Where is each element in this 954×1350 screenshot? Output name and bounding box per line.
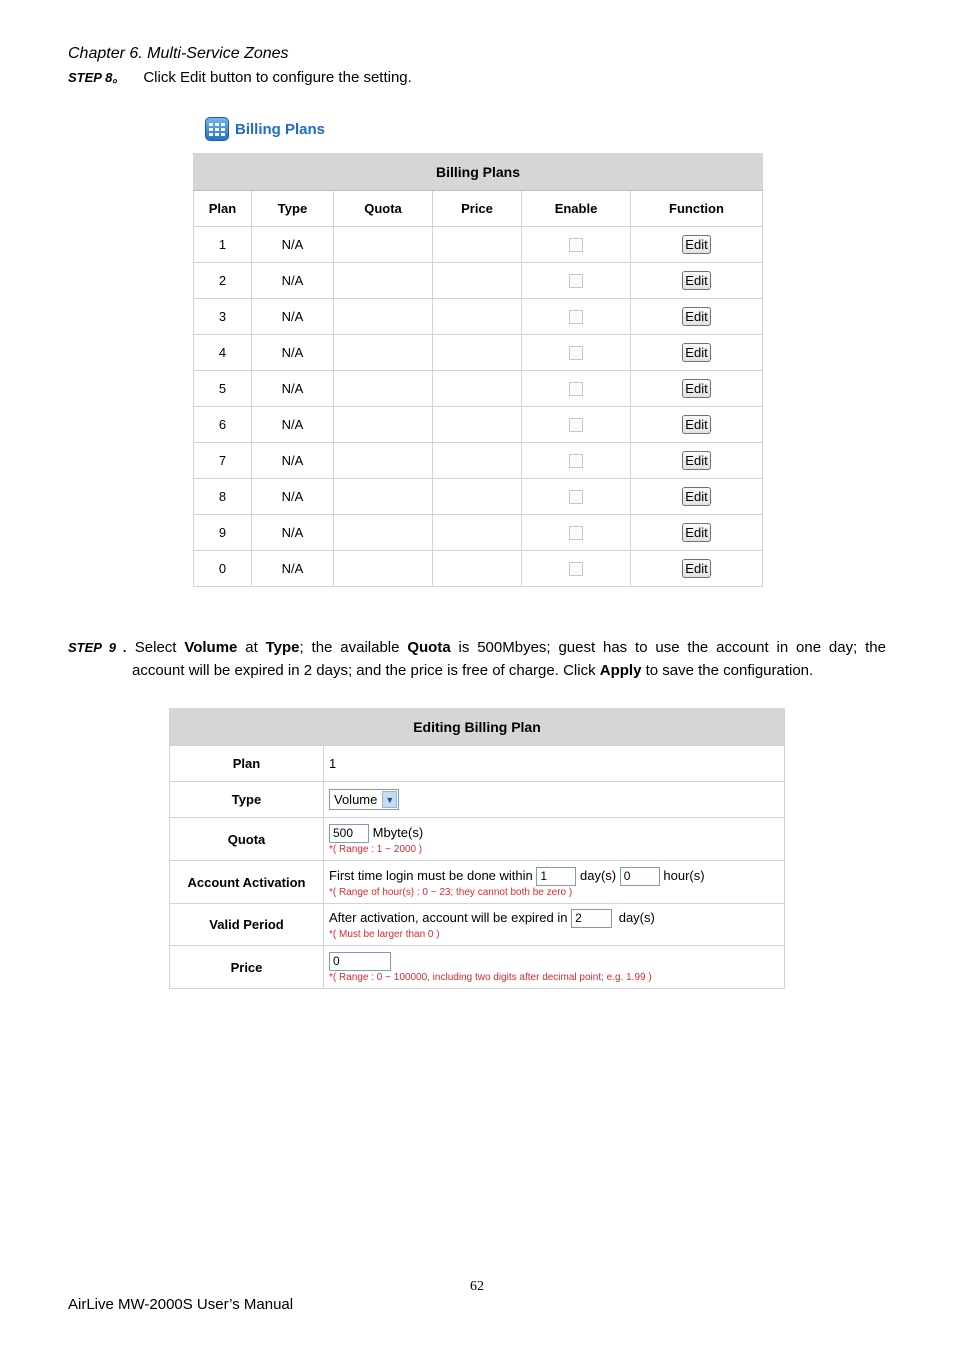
- valid-period-input[interactable]: 2: [571, 909, 612, 928]
- function-cell: [631, 551, 763, 587]
- table-row: [194, 227, 763, 263]
- grid-icon: [205, 117, 229, 141]
- quota-input[interactable]: 500: [329, 824, 369, 843]
- activation-text: First time login must be done within: [329, 867, 533, 883]
- step-9-line-2: account will be expired in 2 days; and the price is free of charge. Click Apply to save the configuration.: [132, 662, 814, 679]
- price-cell: [433, 335, 522, 371]
- step-9-label: STEP 9 .: [68, 640, 127, 655]
- type-cell: N/A: [252, 479, 334, 515]
- edit-button[interactable]: Edit: [682, 415, 710, 434]
- function-cell: [631, 335, 763, 371]
- edit-button[interactable]: Edit: [682, 379, 710, 398]
- step-9-line-1: STEP 9 . Select Volume at Type; the available Quota is 500Mbyes; guest has to use the account in one day; the: [68, 639, 886, 656]
- step-8-text: Click Edit button to configure the setting.: [143, 69, 412, 86]
- plan-value: 1: [324, 746, 785, 782]
- function-cell: [631, 479, 763, 515]
- plan-cell: 0: [194, 551, 252, 587]
- valid-period-label: Valid Period: [170, 904, 324, 946]
- price-cell: [433, 479, 522, 515]
- type-cell: N/A: [252, 407, 334, 443]
- column-header-plan: Plan: [194, 191, 252, 227]
- enable-cell: [522, 479, 631, 515]
- edit-button[interactable]: Edit: [682, 271, 710, 290]
- table-row: [194, 407, 763, 443]
- table-caption: Billing Plans: [194, 154, 763, 191]
- type-label: Type: [170, 782, 324, 818]
- activation-hint: *( Range of hour(s) : 0 ~ 23; they cannot both be zero ): [329, 886, 573, 898]
- type-cell: N/A: [252, 299, 334, 335]
- enable-checkbox[interactable]: [569, 490, 583, 504]
- valid-period-unit: day(s): [618, 909, 655, 925]
- enable-cell: [522, 335, 631, 371]
- quota-hint: *( Range : 1 ~ 2000 ): [329, 843, 423, 855]
- enable-cell: [522, 299, 631, 335]
- type-cell: N/A: [252, 515, 334, 551]
- activation-days-input[interactable]: 1: [536, 867, 576, 886]
- page-number: 62: [470, 1279, 484, 1294]
- plan-cell: 5: [194, 371, 252, 407]
- enable-checkbox[interactable]: [569, 418, 583, 432]
- enable-cell: [522, 227, 631, 263]
- table-row: [194, 551, 763, 587]
- table-row: [194, 443, 763, 479]
- price-cell: [433, 407, 522, 443]
- editing-billing-plan-table: [169, 708, 785, 989]
- quota-unit: Mbyte(s): [372, 824, 424, 840]
- enable-checkbox[interactable]: [569, 346, 583, 360]
- enable-cell: [522, 515, 631, 551]
- table-row: [194, 263, 763, 299]
- enable-checkbox[interactable]: [569, 238, 583, 252]
- plan-cell: 2: [194, 263, 252, 299]
- price-cell: [433, 263, 522, 299]
- plan-cell: 8: [194, 479, 252, 515]
- step-8-label: STEP 8。: [68, 70, 126, 85]
- price-label: Price: [170, 946, 324, 989]
- activation-hours-unit: hour(s): [663, 867, 705, 883]
- type-select[interactable]: Volume ▼: [329, 789, 399, 810]
- plan-cell: 4: [194, 335, 252, 371]
- account-activation-label: Account Activation: [170, 861, 324, 904]
- billing-plans-table: [193, 153, 763, 587]
- table-row: [194, 299, 763, 335]
- quota-cell: [334, 515, 433, 551]
- quota-cell: [334, 551, 433, 587]
- enable-checkbox[interactable]: [569, 310, 583, 324]
- valid-period-text: After activation, account will be expired in: [329, 909, 568, 925]
- activation-hours-input[interactable]: 0: [620, 867, 660, 886]
- quota-cell: [334, 479, 433, 515]
- edit-button[interactable]: Edit: [682, 559, 710, 578]
- function-cell: [631, 515, 763, 551]
- plan-cell: 7: [194, 443, 252, 479]
- column-header-price: Price: [433, 191, 522, 227]
- price-hint: *( Range : 0 ~ 100000, including two digits after decimal point; e.g. 1.99 ): [329, 971, 652, 983]
- enable-checkbox[interactable]: [569, 382, 583, 396]
- function-cell: [631, 299, 763, 335]
- function-cell: [631, 263, 763, 299]
- edit-button[interactable]: Edit: [682, 523, 710, 542]
- price-cell: [433, 227, 522, 263]
- type-cell: N/A: [252, 335, 334, 371]
- edit-button[interactable]: Edit: [682, 451, 710, 470]
- price-input[interactable]: 0: [329, 952, 391, 971]
- price-cell: [433, 299, 522, 335]
- quota-cell: [334, 371, 433, 407]
- step-9: [68, 636, 886, 682]
- quota-cell: [334, 299, 433, 335]
- quota-cell: [334, 335, 433, 371]
- quota-cell: [334, 227, 433, 263]
- column-header-quota: Quota: [334, 191, 433, 227]
- type-cell: N/A: [252, 443, 334, 479]
- valid-period-hint: *( Must be larger than 0 ): [329, 929, 440, 940]
- billing-plans-title: Billing Plans: [235, 120, 326, 138]
- column-header-function: Function: [631, 191, 763, 227]
- type-cell: N/A: [252, 551, 334, 587]
- type-cell: N/A: [252, 263, 334, 299]
- enable-checkbox[interactable]: [569, 454, 583, 468]
- table-row: [194, 479, 763, 515]
- plan-cell: 9: [194, 515, 252, 551]
- plan-cell: 3: [194, 299, 252, 335]
- enable-checkbox[interactable]: [569, 562, 583, 576]
- plan-cell: 1: [194, 227, 252, 263]
- quota-cell: [334, 407, 433, 443]
- edit-button[interactable]: Edit: [682, 487, 710, 506]
- enable-cell: [522, 551, 631, 587]
- table-row: [194, 515, 763, 551]
- table-row: [194, 371, 763, 407]
- enable-cell: [522, 443, 631, 479]
- step-8: [68, 67, 412, 86]
- quota-cell: [334, 443, 433, 479]
- plan-cell: 6: [194, 407, 252, 443]
- function-cell: [631, 407, 763, 443]
- enable-checkbox[interactable]: [569, 526, 583, 540]
- quota-label: Quota: [170, 818, 324, 861]
- price-cell: [433, 371, 522, 407]
- enable-cell: [522, 263, 631, 299]
- quota-cell: [334, 263, 433, 299]
- plan-label: Plan: [170, 746, 324, 782]
- chapter-heading: Chapter 6. Multi-Service Zones: [68, 45, 289, 62]
- price-cell: [433, 551, 522, 587]
- function-cell: [631, 371, 763, 407]
- type-cell: N/A: [252, 227, 334, 263]
- billing-plans-header: [205, 117, 325, 141]
- table-row: [194, 335, 763, 371]
- column-header-enable: Enable: [522, 191, 631, 227]
- price-cell: [433, 515, 522, 551]
- type-cell: N/A: [252, 371, 334, 407]
- price-cell: [433, 443, 522, 479]
- edit-button[interactable]: Edit: [682, 343, 710, 362]
- enable-cell: [522, 407, 631, 443]
- edit-table-caption: Editing Billing Plan: [170, 709, 785, 746]
- footer: AirLive MW-2000S User’s Manual: [68, 1296, 294, 1313]
- function-cell: [631, 443, 763, 479]
- enable-checkbox[interactable]: [569, 274, 583, 288]
- function-cell: [631, 227, 763, 263]
- edit-button[interactable]: Edit: [682, 235, 710, 254]
- enable-cell: [522, 371, 631, 407]
- column-header-type: Type: [252, 191, 334, 227]
- activation-days-unit: day(s): [580, 867, 617, 883]
- chevron-down-icon[interactable]: ▼: [382, 791, 397, 808]
- edit-button[interactable]: Edit: [682, 307, 710, 326]
